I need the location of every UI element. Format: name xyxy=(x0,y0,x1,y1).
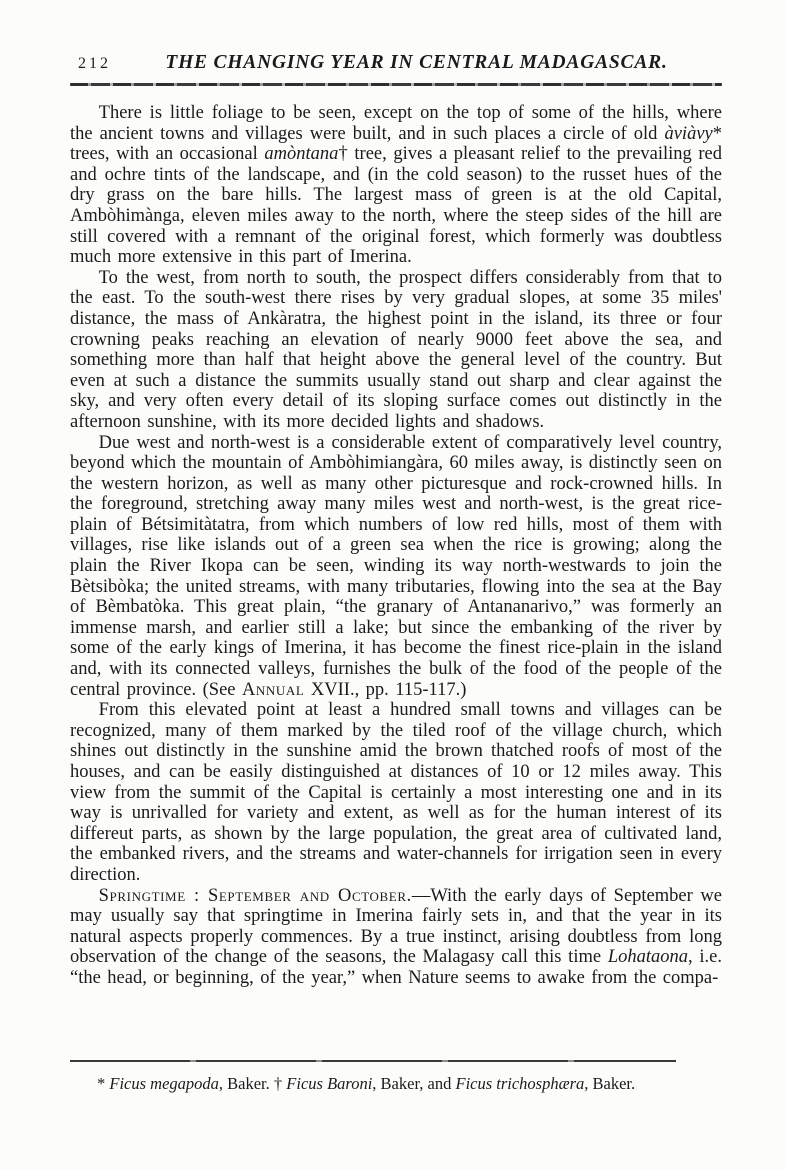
paragraph xyxy=(70,103,722,268)
text-run: From this elevated point at least a hundred small towns and villages can be recognized, many of them marked by the tiled roof of the village church, which shines out distinctly in the sunshine amid the brown thatched roofs of most of the houses, and can be easily distinguished at distances of 10 or 12 miles away. This view from the summit of the Capital is certainly a most interesting one and in its way is unrivalled for variety and extent, as well as for the human interest of its differeut parts, as shown by the large population, the great area of cultivated land, the embanked rivers, and the streams and water-channels for irrigation seen in every direction. xyxy=(70,700,722,885)
italic-text: Ficus trichosphæra xyxy=(455,1074,585,1093)
page-content xyxy=(70,52,722,989)
footnote-text xyxy=(70,1074,722,1093)
text-run: XVII., pp. 115-117.) xyxy=(304,679,467,700)
paragraph xyxy=(70,700,722,885)
text-run: * xyxy=(97,1074,110,1093)
italic-text: Ficus Baroni xyxy=(286,1074,373,1093)
smallcaps-text: Springtime : September and October. xyxy=(98,885,412,906)
footnote-rule xyxy=(70,1060,676,1062)
text-run: , i.e. “the head, or beginning, of the year,” when Nature seems to awake from the compa- xyxy=(70,947,723,988)
footnote-block xyxy=(70,1060,722,1093)
text-run: , Baker. xyxy=(584,1074,636,1093)
page-number: 212 xyxy=(78,55,111,72)
italic-text: Lohataona xyxy=(607,947,689,968)
text-run: , Baker. † xyxy=(218,1074,287,1093)
text-run: † tree, gives a pleasant relief to the prevailing red and ochre tints of the landscape, and (in the cold season) to the russet hues of the dry grass on the bare hills. The largest mass of green is at the old Capital, Ambòhimànga, eleven miles away to the north, where the steep sides of the hill are still covered with a remnant of the original forest, which formerly was doubtless much more extensive in this part of Imerina. xyxy=(70,144,723,268)
text-run: Due west and north-west is a considerable extent of comparatively level country, beyond which the mountain of Ambòhimiangàra, 60 miles away, is distinctly seen on the western horizon, as well as many other picturesque and rock-crowned hills. In the foreground, stretching away many miles west and north-west, is the great rice-plain of Bétsimitàtatra, from which numbers of low red hills, most of them with villages, rise like islands out of a green sea when the rice is growing; along the plain the River Ikopa can be seen, winding its way north-westwards to join the Bètsibòka; the united streams, with many tributaries, flowing into the sea at the Bay of Bèmbatòka. This great plain, “the granary of Antananarivo,” was formerly an immense marsh, and earlier still a lake; but since the embanking of the river by some of the early kings of Imerina, it has become the finest rice-plain in the island and, with its connected valleys, furnishes the bulk of the food of the people of the central province. (See xyxy=(70,432,722,700)
paragraph xyxy=(70,886,722,989)
header-rule xyxy=(70,83,722,86)
running-head xyxy=(70,52,722,74)
italic-text: Ficus megapoda xyxy=(109,1074,219,1093)
paragraph xyxy=(70,1074,722,1093)
body-text xyxy=(70,103,722,989)
running-title: THE CHANGING YEAR IN CENTRAL MADAGASCAR. xyxy=(165,52,668,73)
text-run: To the west, from north to south, the prospect differs considerably from that to the east. To the south-west there rises by very gradual slopes, at some 35 miles' distance, the mass of Ankàratra, the highest point in the island, its three or four crowning peaks reaching an elevation of nearly 9000 feet above the sea, and something more than half that height above the general level of the country. But even at such a distance the summits usually stand out sharp and clear against the sky, and very often every detail of its sloping surface comes out distinctly in the afternoon sunshine, with its more decided lights and shadows. xyxy=(70,267,722,432)
paragraph xyxy=(70,433,722,701)
italic-text: àviàvy xyxy=(664,123,713,144)
text-run: There is little foliage to be seen, except on the top of some of the hills, where the ancient towns and villages were built, and in such places a circle of old xyxy=(70,103,722,144)
paragraph xyxy=(70,268,722,433)
text-run: —With the early days of September we may usually say that springtime in Imerina fairly sets in, and that the year in its natural aspects properly commences. By a true instinct, arising doubtless from long observation of the change of the seasons, the Malagasy call this time xyxy=(70,885,722,968)
italic-text: amòntana xyxy=(264,144,339,165)
text-run: * trees, with an occasional xyxy=(70,123,722,165)
smallcaps-text: Annual xyxy=(241,679,305,700)
text-run: , Baker, and xyxy=(372,1074,456,1093)
